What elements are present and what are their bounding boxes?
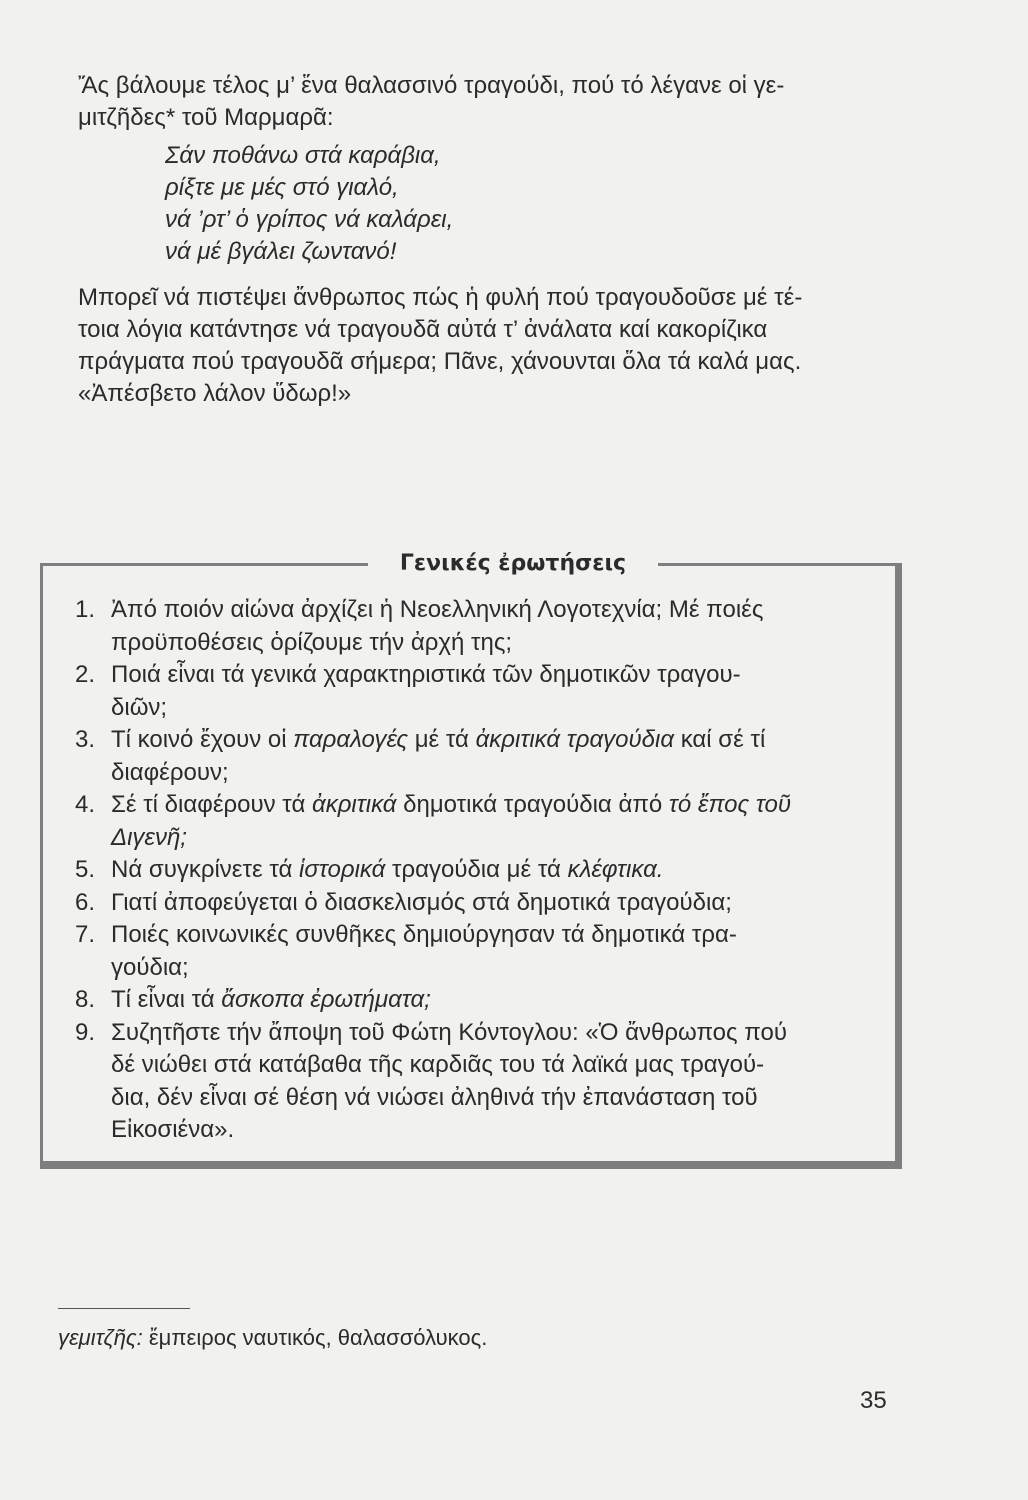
questions-box	[40, 551, 902, 1169]
question-line: Εἰκοσιένα».	[111, 1116, 235, 1143]
poem-line: νά ’ρτ’ ὁ γρίπος νά καλάρει,	[165, 206, 454, 233]
question-term: ἱστορικά	[299, 856, 386, 883]
poem-line: Σάν ποθάνω στά καράβια,	[165, 142, 441, 169]
footnote-definition: ἔμπειρος ναυτικός, θαλασσόλυκος.	[142, 1325, 488, 1350]
question-item-6	[63, 887, 883, 920]
question-number: 3.	[75, 726, 96, 753]
question-line: διῶν;	[111, 693, 168, 721]
question-line: Ποιά εἶναι τά γενικά χαρακτηριστικά τῶν δημοτικῶν τραγου-	[111, 661, 741, 688]
paragraph-line: πράγματα πού τραγουδᾶ σήμερα; Πᾶνε, χάνουνται ὅλα τά καλά μας.	[78, 348, 802, 375]
question-line: γούδια;	[111, 953, 189, 981]
poem-line: ρίξτε με μές στό γιαλό,	[165, 174, 399, 201]
question-term: κλέφτικα.	[567, 856, 664, 883]
question-line: Γιατί ἀποφεύγεται ὁ διασκελισμός στά δημοτικά τραγούδια;	[111, 888, 732, 916]
question-line	[111, 789, 883, 822]
question-text: Νά συγκρίνετε τά	[111, 856, 300, 883]
question-item-7	[63, 919, 883, 984]
question-number: 7.	[75, 921, 96, 948]
intro-line-2: μιτζῆδες* τοῦ Μαρμαρᾶ:	[78, 104, 334, 131]
question-line: προϋποθέσεις ὁρίζουμε τήν ἀρχή της;	[111, 628, 513, 656]
question-number: 2.	[75, 661, 96, 688]
questions-list	[63, 594, 883, 1147]
question-text: τραγούδια μέ τά	[385, 856, 568, 883]
question-line: Ἀπό ποιόν αἰώνα ἀρχίζει ἡ Νεοελληνική Λογοτεχνία; Μέ ποιές	[111, 596, 764, 623]
questions-title: Γενικές ἐρωτήσεις	[368, 546, 658, 582]
question-item-9	[63, 1017, 883, 1147]
footnote-term: γεμιτζῆς:	[58, 1325, 143, 1350]
footnote	[58, 1323, 487, 1353]
question-line	[111, 984, 883, 1017]
question-number: 8.	[75, 986, 96, 1013]
question-item-4	[63, 789, 883, 854]
question-line: δια, δέν εἶναι σέ θέση νά νιώσει ἀληθινά τήν ἐπανάσταση τοῦ	[111, 1083, 758, 1111]
question-line: Συζητῆστε τήν ἄποψη τοῦ Φώτη Κόντογλου: «Ὁ ἄνθρωπος πού	[111, 1018, 787, 1046]
question-number: 9.	[75, 1018, 96, 1046]
footnote-divider	[58, 1308, 190, 1309]
paragraph-line: «Ἀπέσβετο λάλον ὕδωρ!»	[78, 380, 352, 407]
question-line: Ποιές κοινωνικές συνθῆκες δημιούργησαν τά δημοτικά τρα-	[111, 921, 737, 948]
question-line: διαφέρουν;	[111, 758, 229, 786]
question-item-3	[63, 724, 883, 789]
question-number: 5.	[75, 856, 96, 883]
poem-line: νά μέ βγάλει ζωντανό!	[165, 238, 397, 265]
body-paragraph	[78, 282, 918, 410]
question-term: ἀκριτικά	[312, 791, 397, 818]
question-number: 4.	[75, 791, 96, 818]
question-text: μέ τά	[408, 726, 476, 753]
question-term: ἄσκοπα ἐρωτήματα;	[221, 986, 431, 1013]
question-item-2	[63, 659, 883, 724]
question-number: 1.	[75, 596, 96, 623]
question-item-8	[63, 984, 883, 1017]
question-term: τό ἔπος τοῦ	[668, 791, 792, 818]
question-item-5	[63, 854, 883, 887]
question-line	[111, 724, 883, 757]
question-line: δέ νιώθει στά κατάβαθα τῆς καρδιᾶς του τά λαϊκά μας τραγού-	[111, 1051, 765, 1078]
question-text: Τί κοινό ἔχουν οἱ	[111, 726, 294, 753]
question-text: Σέ τί διαφέρουν τά	[111, 791, 312, 818]
question-number: 6.	[75, 888, 96, 916]
poem-verses	[165, 140, 765, 268]
question-text: δημοτικά τραγούδια ἀπό	[396, 791, 669, 818]
paragraph-line: Μπορεῖ νά πιστέψει ἄνθρωπος πώς ἡ φυλή πού τραγουδοῦσε μέ τέ-	[78, 284, 803, 311]
question-line: Διγενῆ;	[111, 823, 187, 851]
paragraph-line: τοια λόγια κατάντησε νά τραγουδᾶ αὐτά τ’ ἀνάλατα καί κακορίζικα	[78, 316, 768, 343]
question-term: ἀκριτικά τραγούδια	[475, 726, 675, 753]
question-item-1	[63, 594, 883, 659]
intro-text	[78, 70, 918, 134]
question-term: παραλογές	[293, 726, 409, 753]
intro-line-1: Ἄς βάλουμε τέλος μ’ ἕνα θαλασσινό τραγούδι, πού τό λέγανε οἱ γε-	[78, 72, 785, 99]
page-number: 35	[860, 1387, 887, 1414]
question-line	[111, 854, 883, 887]
question-text: καί σέ τί	[674, 726, 766, 753]
question-text: Τί εἶναι τά	[111, 986, 222, 1013]
